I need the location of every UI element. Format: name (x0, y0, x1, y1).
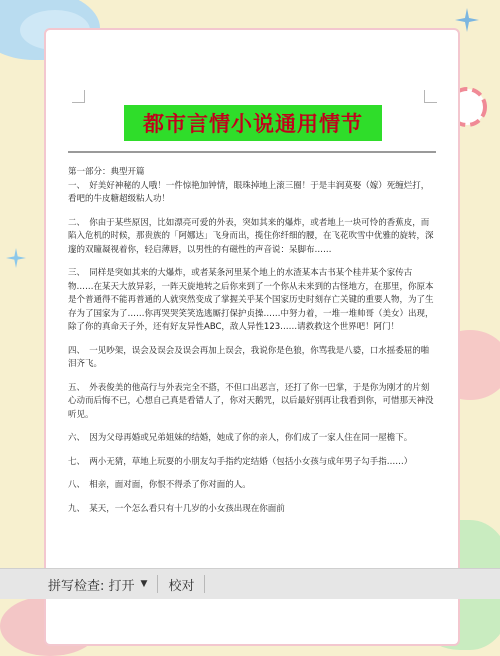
title-divider (68, 151, 436, 153)
paragraph: 六、 因为父母再婚或兄弟姐妹的结婚，她成了你的亲人，你们成了一家人住在同一屋檐下。 (68, 433, 413, 443)
paragraph: 五、 外表俊美的他高行与外表完全不搭，不但口出恶言，还打了你一巴掌，于是你为刚才的片刻心动而后悔不已，心想自己真是看错人了，你对天鹅咒，以后最好别再让我看到你，可惜那天神没听见。 (68, 382, 434, 420)
page-corner-mark-right (424, 90, 437, 103)
proofread-button[interactable] (158, 575, 204, 594)
sparkle-icon (455, 8, 479, 32)
document-page[interactable] (44, 28, 460, 646)
status-bar (0, 568, 500, 599)
paragraph: 一、 好美好神秘的人哦！一件惊艳加钟情，眼珠掉地上滚三圈！于是丰润莫娶（嫁）死缠烂打，看吧的牛皮糖超级粘人功！ (68, 180, 430, 204)
spellcheck-toggle[interactable] (0, 575, 157, 594)
chevron-down-icon: ▼ (140, 579, 148, 589)
paragraph: 八、 相亲，面对面，你恨不得杀了你对面的人。 (68, 480, 251, 490)
paragraph: 九、 某天，一个怎么看只有十几岁的小女孩出现在你面前 (68, 503, 285, 514)
paragraph: 七、 两小无猜，草地上玩耍的小朋友勾手指约定结婚（包括小女孩与成年男子勾手指……） (68, 456, 413, 467)
paragraph: 三、 同样是突如其来的大爆炸，或者某条河里某个地上的水渣某本古书某个桂井某个家传古物……在某天大放异彩，一阵天旋地转之后你来到了一个你从未来到的古怪地方，在那里，你原本是个普通得不能再普通的人就突然变成了掌握关乎某个国家历史时刻存亡关键的重要人物，为了生存为了国家为了……你再哭哭笑笑选逃厮打保护贞操……中努力着，一堆一堆帅哥（美女）出现，除了你的真命天子外，还有好友异性ABC，敌人异性123……请救救这个世界吧！阿门！ (68, 268, 434, 332)
spellcheck-label: 拼写检查: 打开 (48, 578, 135, 594)
document-title: 都市言情小说通用情节 (124, 105, 382, 141)
status-divider-2 (204, 575, 205, 593)
paragraph: 二、 你由于某些原因，比如漂亮可爱的外表，突如其来的爆炸，或者地上一块可怜的香蕉皮，而陷入危机的时候，那贵族的「阿娜达」飞身而出，揽住你纤细的腰，在飞花吹雪中优雅的旋转，深邃的双瞳凝视着你，轻启薄唇，以男性的有磁性的声音说：呆脚布…… (68, 217, 434, 255)
sparkle-icon-2 (6, 248, 26, 268)
proofread-label: 校对 (168, 578, 195, 594)
paragraph: 四、 一见吵架，误会及误会及误会再加上误会，我说你是色狼，你骂我是八婆，口水摇委屈的啪泪齐飞。 (68, 345, 430, 369)
page-corner-mark (72, 90, 85, 103)
section-title: 第一部分：典型开篇 (68, 167, 145, 177)
document-body[interactable] (68, 166, 434, 526)
